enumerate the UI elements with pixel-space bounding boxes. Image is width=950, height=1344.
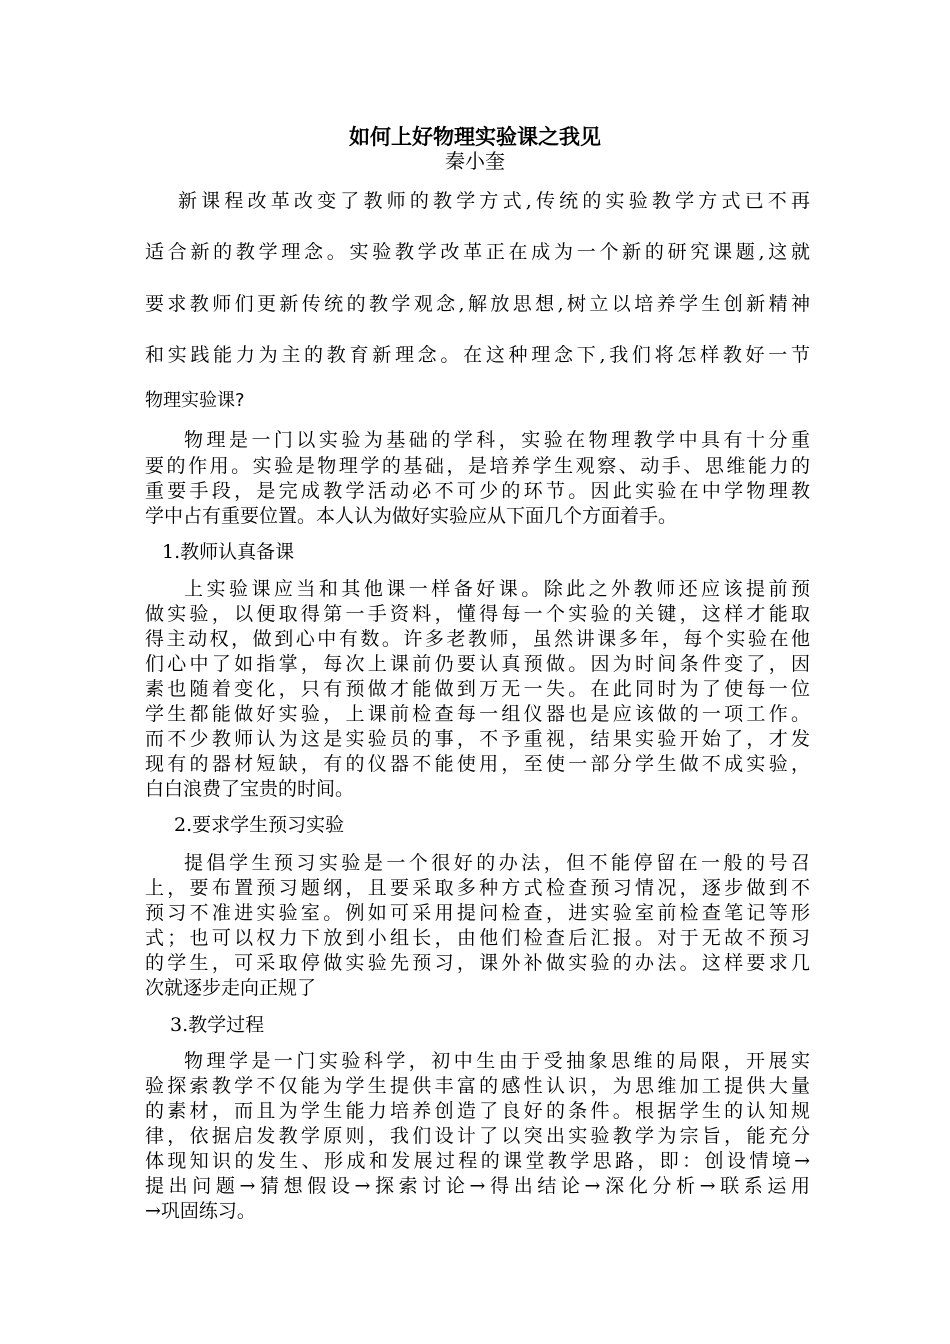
section-heading: 1.教师认真备课 [162, 541, 295, 563]
document-author: 秦小奎 [445, 149, 505, 173]
text-line: 物理是一门以实验为基础的学科，实验在物理教学中具有十分重 [184, 429, 810, 451]
text-line: 提出问题→猜想假设→探索讨论→得出结论→深化分析→联系运用 [145, 1175, 810, 1197]
text-line: 要的作用。实验是物理学的基础，是培养学生观察、动手、思维能力的 [145, 455, 810, 477]
text-line: 白白浪费了宝贵的时间。 [145, 778, 355, 800]
text-line: 次就逐步走向正规了 [145, 977, 317, 999]
text-line: 新课程改革改变了教师的教学方式,传统的实验教学方式已不再 [178, 190, 810, 212]
text-line: 上，要布置预习题纲，且要采取多种方式检查预习情况，逐步做到不 [145, 877, 810, 899]
text-line: 适合新的教学理念。实验教学改革正在成为一个新的研究课题,这就 [145, 241, 810, 263]
text-line: 现有的器材短缺，有的仪器不能使用，至使一部分学生做不成实验， [145, 753, 810, 775]
text-line: →巩固练习。 [145, 1200, 256, 1222]
text-line: 得主动权，做到心中有数。许多老教师，虽然讲课多年，每个实验在他 [145, 628, 810, 650]
text-line: 要求教师们更新传统的教学观念,解放思想,树立以培养学生创新精神 [145, 293, 810, 315]
text-line: 学生都能做好实验，上课前检查每一组仪器也是应该做的一项工作。 [145, 703, 810, 725]
text-line: 预习不准进实验室。例如可采用提问检查，进实验室前检查笔记等形 [145, 902, 810, 924]
text-line: 而不少教师认为这是实验员的事，不予重视，结果实验开始了，才发 [145, 728, 810, 750]
text-line: 做实验，以便取得第一手资料，懂得每一个实验的关键，这样才能取 [145, 603, 810, 625]
text-line: 们心中了如指掌，每次上课前仍要认真预做。因为时间条件变了，因 [145, 653, 810, 675]
text-line: 的学生，可采取停做实验先预习，课外补做实验的办法。这样要求几 [145, 952, 810, 974]
text-line: 的素材，而且为学生能力培养创造了良好的条件。根据学生的认知规 [145, 1100, 810, 1122]
text-line: 物理学是一门实验科学，初中生由于受抽象思维的局限，开展实 [184, 1050, 810, 1072]
text-line: 素也随着变化，只有预做才能做到万无一失。在此同时为了使每一位 [145, 678, 810, 700]
text-line: 体现知识的发生、形成和发展过程的课堂教学思路，即：创设情境→ [145, 1150, 810, 1172]
text-line: 重要手段，是完成教学活动必不可少的环节。因此实验在中学物理教 [145, 480, 810, 502]
text-line: 验探索教学不仅能为学生提供丰富的感性认识，为思维加工提供大量 [145, 1075, 810, 1097]
text-line: 律，依据启发教学原则，我们设计了以突出实验教学为宗旨，能充分 [145, 1125, 810, 1147]
text-line: 上实验课应当和其他课一样备好课。除此之外教师还应该提前预 [184, 578, 810, 600]
text-line: 物理实验课? [145, 390, 245, 411]
section-heading: 2.要求学生预习实验 [174, 814, 345, 836]
text-line: 式；也可以权力下放到小组长，由他们检查后汇报。对于无故不预习 [145, 927, 810, 949]
text-line: 提倡学生预习实验是一个很好的办法，但不能停留在一般的号召 [184, 852, 810, 874]
text-line: 和实践能力为主的教育新理念。在这种理念下,我们将怎样教好一节 [145, 344, 810, 366]
document-title: 如何上好物理实验课之我见 [349, 125, 601, 149]
text-line: 学中占有重要位置。本人认为做好实验应从下面几个方面着手。 [145, 505, 678, 527]
section-heading: 3.教学过程 [170, 1014, 265, 1036]
